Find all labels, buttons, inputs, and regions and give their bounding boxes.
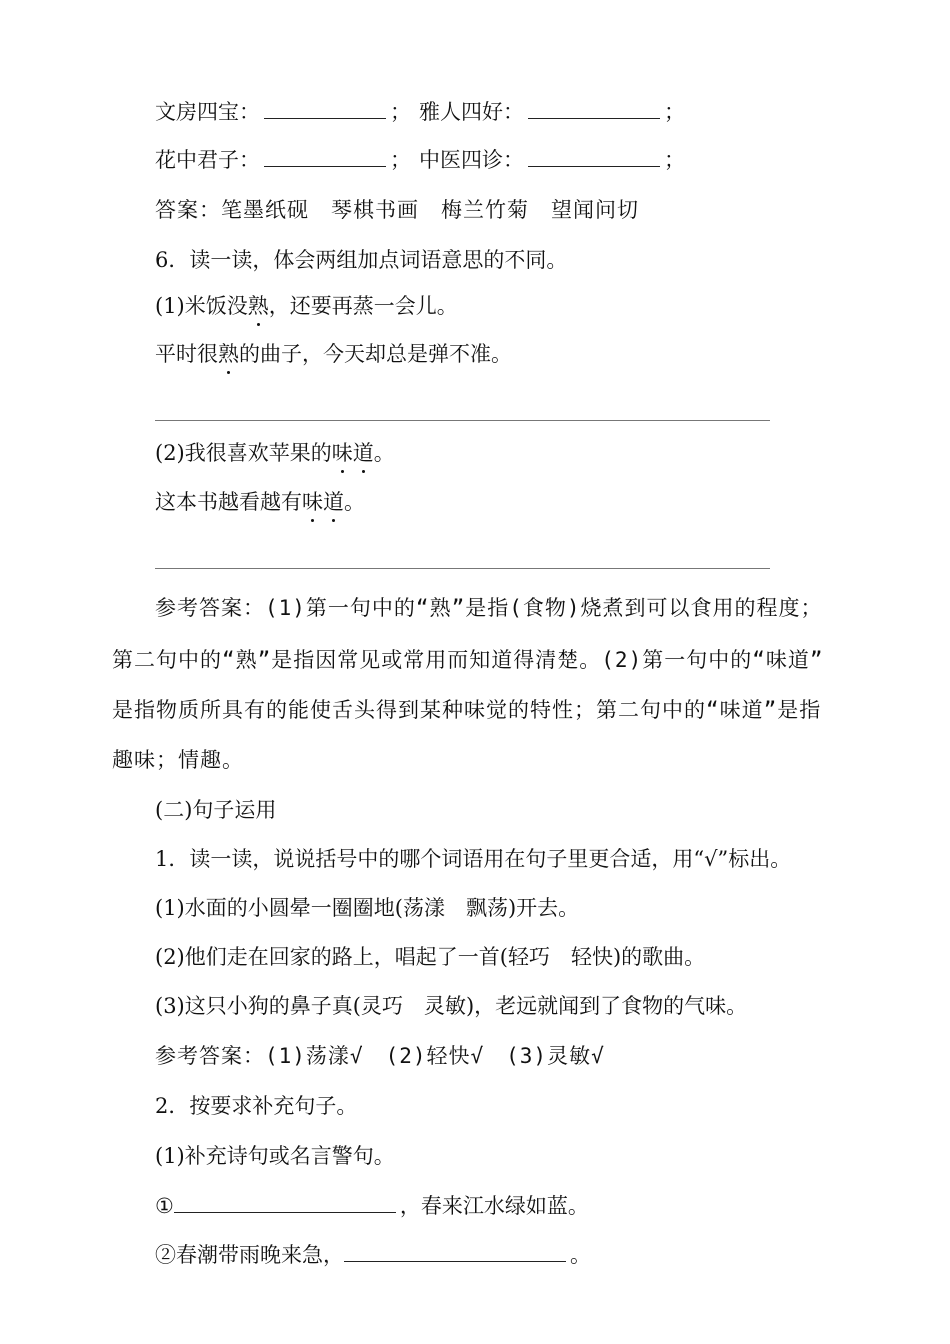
dotted-word: 道 — [323, 490, 344, 514]
sentence-text: 。 — [570, 1243, 591, 1267]
q6-sentence-1 — [155, 296, 458, 317]
dotted-word: 味 — [331, 441, 353, 465]
answer-line-1[interactable] — [155, 420, 770, 421]
q6-ref-line-4: 趣味；情趣。 — [112, 748, 244, 772]
q6-ref-line-2: 第二句中的“熟”是指因常见或常用而知道得清楚。(2)第一句中的“味道” — [112, 648, 824, 672]
q6-title: 6．读一读，体会两组加点词语意思的不同。 — [155, 248, 568, 272]
wenfang-label: 文房四宝： — [155, 100, 260, 124]
huazhong-blank[interactable] — [264, 165, 386, 167]
sentence-text: (1)米饭没 — [155, 294, 248, 318]
sentence-text: ，春来江水绿如蓝。 — [399, 1194, 589, 1218]
q1-sentence-2: (2)他们走在回家的路上，唱起了一首(轻巧 轻快)的歌曲。 — [155, 945, 706, 969]
sentence-text: 。 — [344, 490, 365, 514]
q1-title: 1．读一读，说说括号中的哪个词语用在句子里更合适，用“√”标出。 — [155, 847, 792, 871]
dotted-word: 熟 — [218, 342, 239, 366]
sentence-text: 平时很 — [155, 342, 218, 366]
separator: ； — [390, 148, 411, 172]
q6-sentence-4 — [155, 492, 365, 513]
zhongyi-label: 中医四诊： — [419, 148, 524, 172]
section-heading: (二)句子运用 — [155, 798, 277, 822]
sentence-text: ②春潮带雨晚来急， — [155, 1243, 344, 1267]
idiom-answer: 答案：笔墨纸砚 琴棋书画 梅兰竹菊 望闻问切 — [155, 198, 639, 222]
yaren-blank[interactable] — [528, 117, 660, 119]
dotted-word: 味 — [302, 490, 323, 514]
q6-ref-line-3: 是指物质所具有的能使舌头得到某种味觉的特性；第二句中的“味道”是指 — [112, 698, 822, 722]
yaren-label: 雅人四好： — [419, 100, 524, 124]
sentence-text: 的曲子，今天却总是弹不准。 — [239, 342, 512, 366]
q2-subtitle: (1)补充诗句或名言警句。 — [155, 1144, 395, 1168]
q6-sentence-3 — [155, 443, 395, 464]
zhongyi-blank[interactable] — [528, 165, 660, 167]
separator: ； — [664, 148, 685, 172]
sentence-text: 这本书越看越有 — [155, 490, 302, 514]
sentence-text: (2)我很喜欢苹果的 — [155, 441, 332, 465]
idiom-row-2 — [155, 150, 685, 171]
q2-title: 2．按要求补充句子。 — [155, 1094, 358, 1118]
sentence-text: 。 — [373, 441, 395, 465]
dotted-word: 熟 — [247, 294, 269, 318]
q6-sentence-2 — [155, 344, 512, 365]
q1-answer: 参考答案：(1)荡漾√ (2)轻快√ (3)灵敏√ — [155, 1044, 605, 1068]
q1-sentence-1: (1)水面的小圆晕一圈圈地(荡漾 飘荡)开去。 — [155, 896, 580, 920]
huazhong-label: 花中君子： — [155, 148, 260, 172]
q6-ref-line-1: 参考答案：(1)第一句中的“熟”是指(食物)烧煮到可以食用的程度； — [155, 596, 823, 620]
wenfang-blank[interactable] — [264, 117, 386, 119]
poem-blank-b[interactable] — [344, 1260, 566, 1262]
separator: ； — [390, 100, 411, 124]
q2-item-b — [155, 1245, 591, 1266]
dotted-word: 道 — [352, 441, 374, 465]
q1-sentence-3: (3)这只小狗的鼻子真(灵巧 灵敏)，老远就闻到了食物的气味。 — [155, 994, 748, 1018]
q2-item-a — [155, 1196, 589, 1217]
answer-line-2[interactable] — [155, 568, 770, 569]
item-mark: ① — [155, 1194, 174, 1218]
poem-blank-a[interactable] — [174, 1211, 396, 1213]
separator: ； — [664, 100, 685, 124]
idiom-row-1 — [155, 102, 685, 123]
sentence-text: ，还要再蒸一会儿。 — [268, 294, 458, 318]
